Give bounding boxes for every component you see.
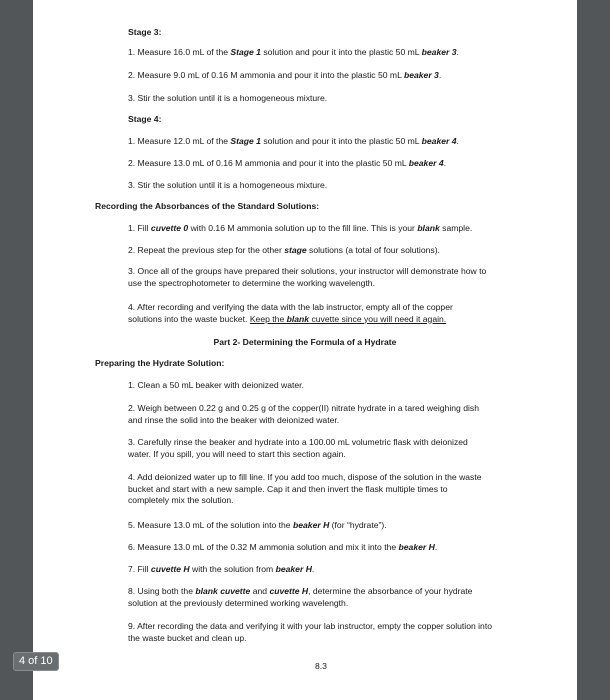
stage4-step-2: 2. Measure 13.0 mL of 0.16 M ammonia and pour it into the plastic 50 mL beaker 4. <box>128 158 447 168</box>
recording-step-3: 3. Once all of the groups have prepared their solutions, your instructor will demonstrate how to use the spectrophotometer to determine the working wavelength. <box>128 266 487 288</box>
recording-heading: Recording the Absorbances of the Standard Solutions: <box>95 201 320 211</box>
page-indicator: 4 of 10 <box>13 652 59 671</box>
hydrate-step-3: 3. Carefully rinse the beaker and hydrate into a 100.00 mL volumetric flask with deionized water. If you spill, you will need to start this section again. <box>128 437 468 459</box>
page-number: 8.3 <box>315 661 327 671</box>
hydrate-step-8: 8. Using both the blank cuvette and cuvette H, determine the absorbance of your hydrate solution at the previously determined working wavelength. <box>128 586 473 608</box>
hydrate-step-4: 4. Add deionized water up to fill line. If you add too much, dispose of the solution in the waste bucket and start with a new sample. Cap it and then invert the flask multiple times to completely mix the solution. <box>128 472 482 505</box>
hydrate-step-1: 1. Clean a 50 mL beaker with deionized water. <box>128 380 304 390</box>
recording-step-1: 1. Fill cuvette 0 with 0.16 M ammonia solution up to the fill line. This is your blank sample. <box>128 223 473 233</box>
stage4-heading: Stage 4: <box>128 114 162 124</box>
stage3-heading: Stage 3: <box>128 27 162 37</box>
stage3-step-3: 3. Stir the solution until it is a homogeneous mixture. <box>128 93 328 103</box>
hydrate-step-2: 2. Weigh between 0.22 g and 0.25 g of the copper(II) nitrate hydrate in a tared weighing dish and rinse the solid into the beaker with deionized water. <box>128 403 479 425</box>
stage4-step-1: 1. Measure 12.0 mL of the Stage 1 solution and pour it into the plastic 50 mL beaker 4. <box>128 136 459 146</box>
stage4-step-3: 3. Stir the solution until it is a homogeneous mixture. <box>128 180 328 190</box>
document-page <box>33 0 577 700</box>
part2-title: Part 2- Determining the Formula of a Hydrate <box>213 337 397 347</box>
recording-step-2: 2. Repeat the previous step for the other stage solutions (a total of four solutions). <box>128 245 440 255</box>
stage3-step-2: 2. Measure 9.0 mL of 0.16 M ammonia and pour it into the plastic 50 mL beaker 3. <box>128 70 442 80</box>
stage3-step-1: 1. Measure 16.0 mL of the Stage 1 solution and pour it into the plastic 50 mL beaker 3. <box>128 47 459 57</box>
hydrate-step-9: 9. After recording the data and verifying it with your lab instructor, empty the copper solution into the waste bucket and clean up. <box>128 621 492 643</box>
hydrate-step-6: 6. Measure 13.0 mL of the 0.32 M ammonia solution and mix it into the beaker H. <box>128 542 438 552</box>
hydrate-step-7: 7. Fill cuvette H with the solution from beaker H. <box>128 564 315 574</box>
hydrate-heading: Preparing the Hydrate Solution: <box>95 358 225 368</box>
hydrate-step-5: 5. Measure 13.0 mL of the solution into the beaker H (for “hydrate”). <box>128 520 387 530</box>
recording-step-4: 4. After recording and verifying the data with the lab instructor, empty all of the copper solutions into the waste bucket. Keep the blank cuvette since you will need it again. <box>128 302 453 324</box>
